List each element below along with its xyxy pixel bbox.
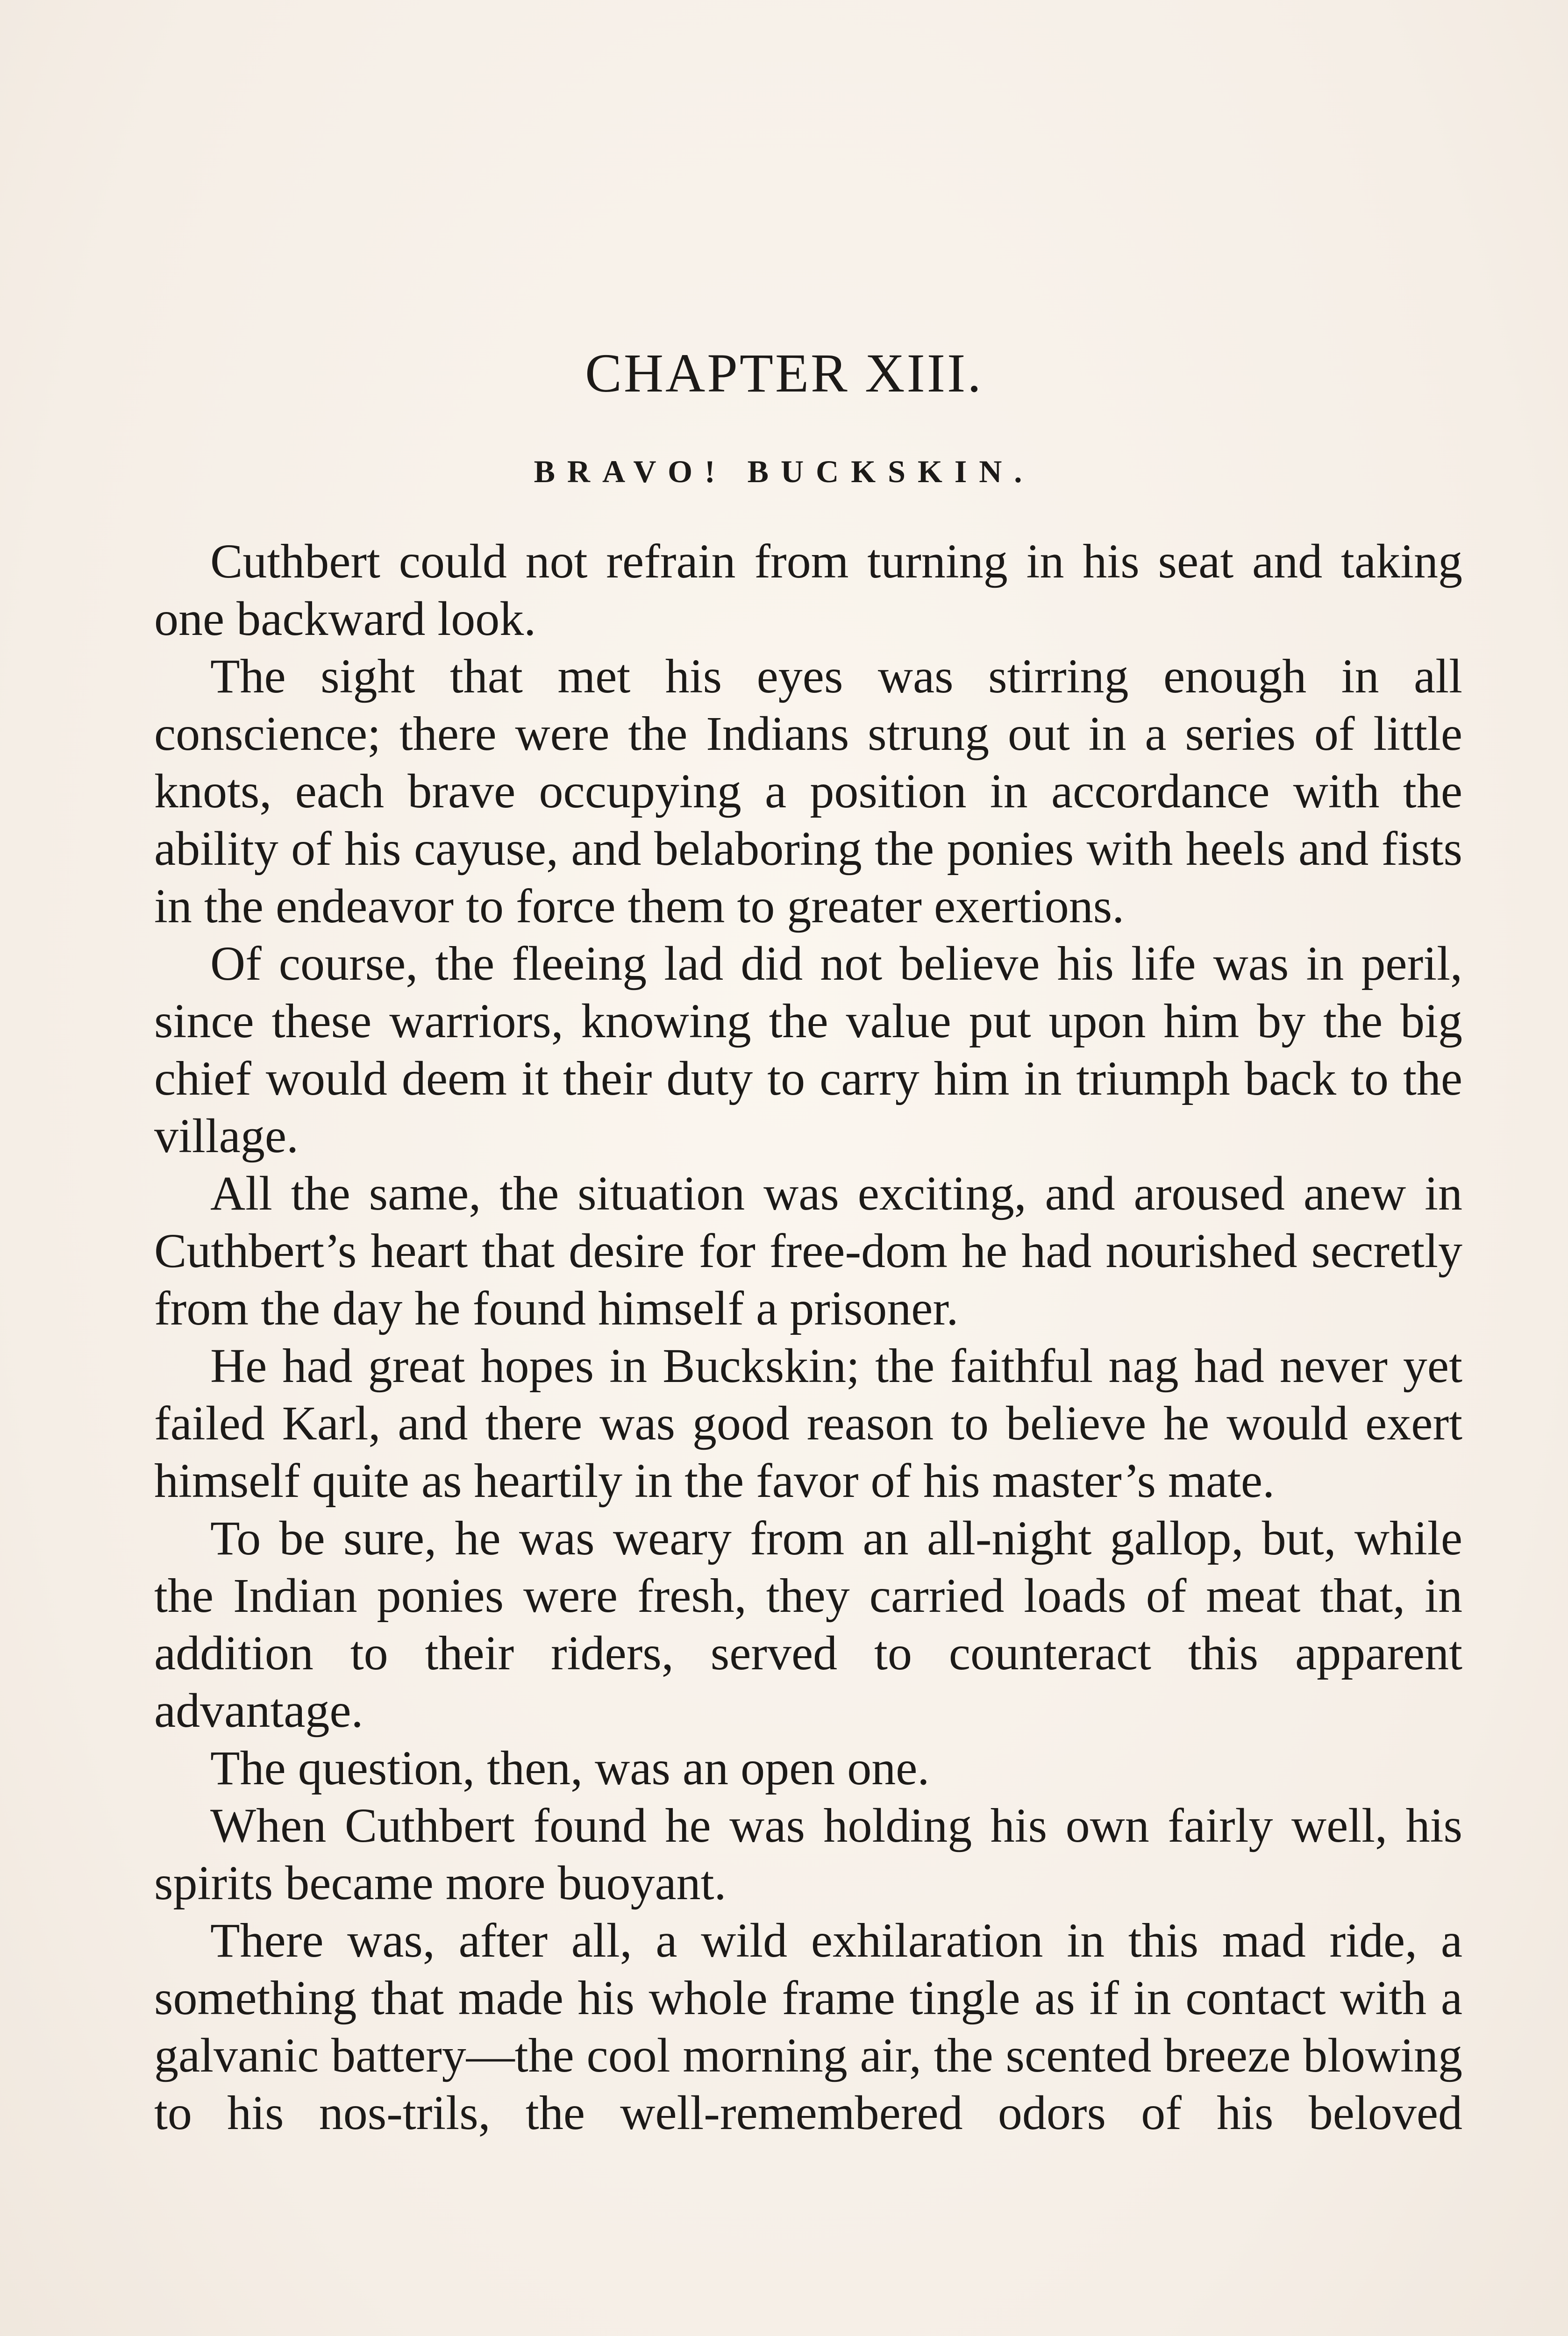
chapter-title: CHAPTER XIII. [585, 342, 983, 404]
body-text [154, 533, 1462, 2142]
paragraph: Of course, the fleeing lad did not believe his life was in peril, since these warriors, knowing the value put upon him by the big chief would deem it their duty to carry him in triumph back to the village. [154, 937, 1462, 1163]
paragraph: To be sure, he was weary from an all-night gallop, but, while the Indian ponies were fresh, they carried loads of meat that, in addition to their riders, served to counteract this apparent advantage. [154, 1511, 1462, 1738]
paragraph: He had great hopes in Buckskin; the faithful nag had never yet failed Karl, and there was good reason to believe he would exert himself quite as heartily in the favor of his master’s mate. [154, 1339, 1462, 1508]
paragraph: The sight that met his eyes was stirring enough in all conscience; there were the Indians strung out in a series of little knots, each brave occupying a position in accordance with the ability of his cayuse, and belaboring the ponies with heels and fists in the endeavor to force them to greater exertions. [154, 649, 1462, 933]
paragraph: When Cuthbert found he was holding his own fairly well, his spirits became more buoyant. [154, 1799, 1462, 1910]
paragraph: Cuthbert could not refrain from turning in his seat and taking one backward look. [154, 534, 1462, 646]
chapter-subtitle: BRAVO! BUCKSKIN. [534, 454, 1034, 489]
paragraph: There was, after all, a wild exhilaration in this mad ride, a something that made his whole frame tingle as if in contact with a galvanic battery—the cool morning air, the scented breeze blowing to his nos-trils, the well-remembered odors of his beloved [154, 1914, 1462, 2140]
paragraph: The question, then, was an open one. [210, 1741, 930, 1795]
paragraph: All the same, the situation was exciting, and aroused anew in Cuthbert’s heart that desire for free-dom he had nourished secretly from the day he found himself a prisoner. [154, 1167, 1462, 1335]
